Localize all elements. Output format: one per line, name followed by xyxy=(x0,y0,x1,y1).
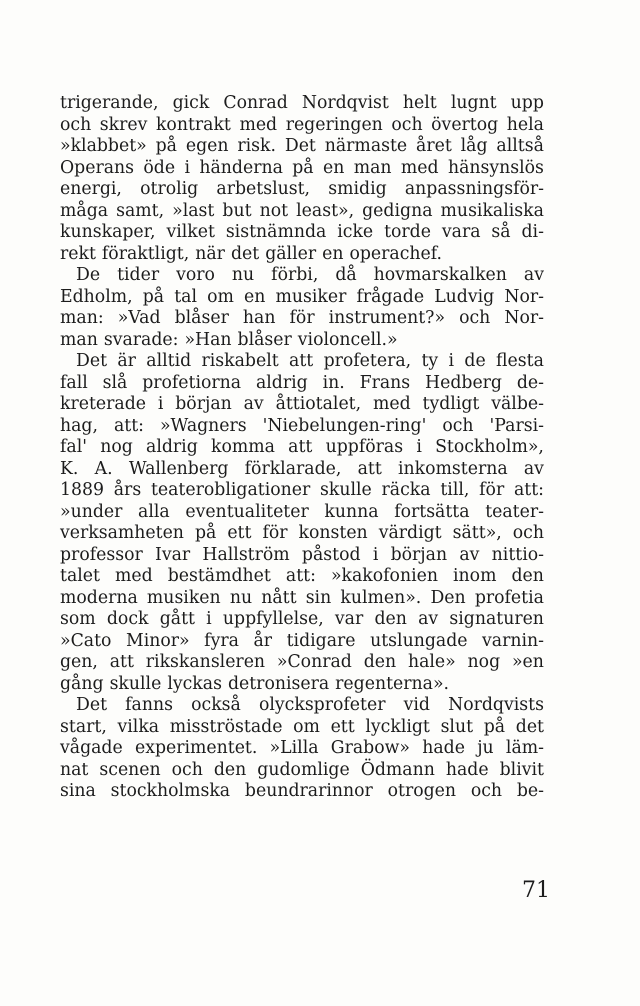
word: Ludvig xyxy=(434,286,495,307)
word: aldrig xyxy=(146,437,198,457)
word: av xyxy=(418,609,439,629)
word: moderna xyxy=(60,587,138,608)
word: nog xyxy=(100,437,133,457)
word: 'Parsi- xyxy=(489,415,544,436)
word: Frans xyxy=(359,372,411,393)
text-line xyxy=(60,459,544,481)
word: be- xyxy=(516,781,544,801)
word: gått xyxy=(159,609,195,629)
word: 'Niebelungen-ring' xyxy=(262,415,427,436)
word: påstod xyxy=(301,544,361,565)
word: svarade: xyxy=(103,329,179,350)
word: nog xyxy=(467,652,501,672)
word: riskabelt xyxy=(201,351,279,371)
word: ett xyxy=(330,716,355,737)
word: han xyxy=(242,308,276,328)
word: år xyxy=(253,630,273,651)
word: samt, xyxy=(116,200,165,221)
word: en xyxy=(322,243,344,264)
word: tidigare xyxy=(286,630,356,651)
word: fall xyxy=(60,372,88,393)
word: en xyxy=(322,157,345,178)
word: instrument?» xyxy=(328,308,446,328)
word: Ödmann xyxy=(360,759,435,780)
word: Conrad xyxy=(223,93,288,113)
word: torde xyxy=(384,222,431,242)
word: misströstade xyxy=(169,716,283,737)
word: att xyxy=(289,351,314,371)
word: alla xyxy=(138,501,170,522)
word: att: xyxy=(513,480,544,500)
word: kreterade xyxy=(60,394,146,414)
word: och xyxy=(470,781,503,801)
word: sina xyxy=(60,781,96,801)
word: Stockholm», xyxy=(435,437,544,457)
word: sin xyxy=(305,587,332,608)
word: på xyxy=(155,136,177,156)
word: musiker xyxy=(275,286,347,307)
word: operachef. xyxy=(349,243,443,264)
word: tider xyxy=(117,265,160,285)
text-line xyxy=(60,652,544,674)
word: var xyxy=(334,609,364,629)
word: också xyxy=(191,695,241,715)
word: nat xyxy=(60,759,89,780)
word: tydligt xyxy=(422,394,480,414)
word: och xyxy=(512,523,544,543)
word: skulle xyxy=(320,480,372,500)
word: inkomsterna xyxy=(398,458,508,479)
word: start, xyxy=(60,716,107,737)
word: vid xyxy=(403,695,430,715)
word: räcka xyxy=(381,480,431,500)
word: års xyxy=(113,480,142,500)
word: man xyxy=(353,157,392,178)
word: på xyxy=(292,157,314,178)
word: är xyxy=(117,351,136,371)
word: ett xyxy=(227,523,252,543)
text-line xyxy=(60,674,544,696)
word: blåser xyxy=(237,329,292,350)
word: slut xyxy=(440,716,474,737)
word: beundrarinnor xyxy=(244,781,373,801)
word: uppfyllelse, xyxy=(222,609,324,629)
word: och xyxy=(391,114,423,135)
word: icke xyxy=(337,222,374,242)
word: att xyxy=(357,458,382,479)
word: närmaste xyxy=(324,136,408,156)
text-line xyxy=(60,523,544,545)
word: vågade xyxy=(60,738,123,758)
word: det xyxy=(230,243,260,264)
word: de xyxy=(464,351,486,371)
word: bestämdhet xyxy=(167,566,271,586)
word: de- xyxy=(516,372,544,393)
text-line xyxy=(60,695,544,717)
word: scenen xyxy=(99,759,161,780)
word: Hallström xyxy=(202,544,290,565)
word: nu xyxy=(231,265,255,285)
word: Edholm, xyxy=(60,286,133,307)
text-line xyxy=(60,566,544,588)
word: förklarade, xyxy=(244,458,342,479)
word: profetera, xyxy=(323,351,412,371)
word: violoncell.» xyxy=(297,329,398,350)
word: di- xyxy=(521,222,544,242)
word: fal' xyxy=(60,437,87,457)
word: fortsätta xyxy=(394,501,470,522)
word: varnin- xyxy=(482,630,544,651)
word: sistnämnda xyxy=(225,222,327,242)
word: och xyxy=(171,759,203,780)
word: gudomlige xyxy=(257,759,350,780)
word: till, xyxy=(440,480,470,500)
word: av xyxy=(459,544,480,565)
word: Wallenberg xyxy=(128,458,229,479)
word: Nor- xyxy=(504,286,544,307)
word: och xyxy=(442,415,474,436)
word: in. xyxy=(322,372,345,393)
word: gen, xyxy=(60,652,98,672)
word: vara xyxy=(441,222,481,242)
text-line xyxy=(60,480,544,502)
word: konsten xyxy=(298,523,368,543)
word: med xyxy=(372,394,411,414)
text-line xyxy=(60,330,544,352)
word: Hedberg xyxy=(425,372,502,393)
word: värdigt xyxy=(378,523,442,543)
word: »last xyxy=(172,200,215,221)
word: skrev xyxy=(99,114,148,135)
word: inom xyxy=(453,566,497,586)
word: av xyxy=(523,265,544,285)
word: med xyxy=(114,566,153,586)
word: utslungade xyxy=(370,630,468,651)
text-line xyxy=(60,244,544,266)
word: voro xyxy=(176,265,215,285)
word: välbe- xyxy=(491,394,544,414)
word: händerna xyxy=(199,157,283,178)
word: »Han xyxy=(184,329,232,350)
word: för xyxy=(479,480,505,500)
word: Minor» xyxy=(126,630,190,651)
text-line xyxy=(60,93,544,115)
word: rikskansleren xyxy=(145,652,266,672)
word: nu xyxy=(229,587,253,608)
word: för xyxy=(289,308,315,328)
word: stockholmska xyxy=(110,781,231,801)
text-line xyxy=(60,738,544,760)
word: »kakofonien xyxy=(330,566,438,586)
word: Operans xyxy=(60,157,135,178)
word: risk. xyxy=(237,136,276,156)
text-line xyxy=(60,781,544,803)
word: hade xyxy=(445,759,489,780)
word: föraktligt, xyxy=(101,243,190,264)
word: hade xyxy=(422,738,465,758)
word: lyckligt xyxy=(365,716,430,737)
word: i xyxy=(184,157,190,178)
word: ty xyxy=(421,351,439,371)
text-line xyxy=(60,502,544,524)
word: den xyxy=(374,609,407,629)
word: på xyxy=(194,523,217,543)
text-line xyxy=(60,717,544,739)
word: helt xyxy=(402,93,437,113)
word: gick xyxy=(172,93,210,113)
word: teaterobligationer xyxy=(150,480,311,500)
word: man xyxy=(60,329,98,350)
word: uppföras xyxy=(325,437,404,457)
word: övertog xyxy=(431,114,499,135)
word: ju xyxy=(477,738,494,758)
word: smidig xyxy=(328,179,387,199)
word: öde xyxy=(143,157,176,178)
page-number: 71 xyxy=(522,878,550,903)
word: lyckas xyxy=(167,673,222,694)
word: för xyxy=(262,523,288,543)
word: om xyxy=(293,716,320,737)
word: olycksprofeter xyxy=(258,695,386,715)
word: verksamheten xyxy=(60,523,184,543)
word: att xyxy=(109,652,134,672)
text-line xyxy=(60,437,544,459)
word: professor xyxy=(60,544,143,565)
word: blivit xyxy=(499,759,544,780)
word: K. xyxy=(60,458,79,479)
text-line xyxy=(60,115,544,137)
word: på xyxy=(142,286,165,307)
word: »Wagners xyxy=(159,415,247,436)
word: profetiorna xyxy=(142,372,242,393)
word: regeringen xyxy=(285,114,383,135)
text-line xyxy=(60,136,544,158)
text-line xyxy=(60,588,544,610)
word: Det xyxy=(284,136,316,156)
word: förbi, xyxy=(271,265,319,285)
word: i xyxy=(416,437,422,457)
word: not xyxy=(259,200,289,221)
word: rekt xyxy=(60,243,96,264)
word: av xyxy=(523,458,544,479)
word: tal xyxy=(174,286,197,307)
word: att xyxy=(288,437,313,457)
word: gedigna xyxy=(362,200,433,221)
word: blåser xyxy=(174,308,229,328)
word: eventualiteter xyxy=(185,501,309,522)
word: den xyxy=(363,652,397,672)
word: som xyxy=(60,609,96,629)
word: nittio- xyxy=(491,544,544,565)
word: trigerande, xyxy=(60,93,159,113)
word: vilket xyxy=(166,222,215,242)
text-line xyxy=(60,308,544,330)
word: fanns xyxy=(125,695,173,715)
word: hag, xyxy=(60,415,98,436)
word: talet xyxy=(60,566,100,586)
word: alltid xyxy=(146,351,192,371)
word: A. xyxy=(94,458,113,479)
text-line xyxy=(60,201,544,223)
word: Grabow» xyxy=(330,738,410,758)
word: måga xyxy=(60,200,109,221)
word: att: xyxy=(285,566,316,586)
word: energi, xyxy=(60,179,122,199)
word: i xyxy=(372,544,379,565)
text-line xyxy=(60,222,544,244)
word: vilka xyxy=(117,716,160,737)
word: but xyxy=(222,200,252,221)
text-line xyxy=(60,609,544,631)
word: profetia xyxy=(474,587,544,608)
word: frågade xyxy=(356,286,425,307)
word: så xyxy=(491,222,511,242)
word: början xyxy=(175,394,232,414)
text-line xyxy=(60,179,544,201)
word: otrolig xyxy=(140,179,199,199)
word: när xyxy=(195,243,225,264)
word: med xyxy=(239,114,278,135)
word: flesta xyxy=(496,351,544,371)
word: De xyxy=(76,265,101,285)
word: experimentet. xyxy=(134,738,258,758)
word: Den xyxy=(430,587,466,608)
word: Ivar xyxy=(155,544,191,565)
word: dock xyxy=(106,609,149,629)
word: att: xyxy=(113,415,144,436)
word: musikaliska xyxy=(440,200,544,221)
word: detronisera xyxy=(227,673,330,694)
word: den xyxy=(213,759,247,780)
word: skulle xyxy=(109,673,162,694)
word: egen xyxy=(185,136,229,156)
word: anpassningsför- xyxy=(404,179,544,199)
word: av xyxy=(243,394,264,414)
text-line xyxy=(60,545,544,567)
word: 1889 xyxy=(60,480,104,500)
word: läm- xyxy=(505,738,544,758)
word: i xyxy=(448,351,455,371)
word: arbetslust, xyxy=(216,179,311,199)
word: »under xyxy=(60,501,123,522)
word: »Cato xyxy=(60,630,112,651)
word: hovmarskalken xyxy=(373,265,507,285)
word: upp xyxy=(510,93,544,113)
word: början xyxy=(390,544,448,565)
word: musiken xyxy=(146,587,221,608)
word: »Conrad xyxy=(276,652,352,672)
word: hänsynslös xyxy=(447,157,544,178)
word: fyra xyxy=(204,630,239,651)
word: kulmen». xyxy=(340,587,422,608)
word: i xyxy=(206,609,212,629)
word: hale» xyxy=(407,652,456,672)
text-line xyxy=(60,265,544,287)
word: sätt», xyxy=(452,523,502,543)
word: då xyxy=(335,265,357,285)
text-line xyxy=(60,416,544,438)
word: alltså xyxy=(496,136,544,156)
word: least», xyxy=(296,200,355,221)
text-line xyxy=(60,158,544,180)
word: Nor- xyxy=(504,308,544,328)
word: låg xyxy=(460,136,488,156)
word: komma xyxy=(211,437,275,457)
text-line xyxy=(60,631,544,653)
word: en xyxy=(244,286,266,307)
word: gäller xyxy=(265,243,317,264)
word: aldrig xyxy=(255,372,308,393)
word: och xyxy=(60,114,92,135)
word: Nordqvists xyxy=(448,695,544,715)
word: Det xyxy=(76,695,108,715)
text-line xyxy=(60,760,544,782)
word: med xyxy=(400,157,439,178)
word: och xyxy=(459,308,491,328)
word: om xyxy=(207,286,234,307)
text-line xyxy=(60,394,544,416)
word: »Vad xyxy=(117,308,161,328)
word: kunna xyxy=(324,501,379,522)
word: otrogen xyxy=(387,781,457,801)
word: Nordqvist xyxy=(301,93,389,113)
word: man: xyxy=(60,308,104,328)
word: lugnt xyxy=(450,93,497,113)
word: regenterna». xyxy=(335,673,450,694)
text-line xyxy=(60,373,544,395)
word: nått xyxy=(261,587,297,608)
text-line xyxy=(60,351,544,373)
word: Det xyxy=(76,351,108,371)
word: året xyxy=(416,136,452,156)
word: på xyxy=(483,716,506,737)
word: det xyxy=(515,716,544,737)
text-line xyxy=(60,287,544,309)
word: i xyxy=(157,394,164,414)
word: åttiotalet, xyxy=(275,394,362,414)
word: »klabbet» xyxy=(60,136,147,156)
word: teater- xyxy=(485,501,544,522)
word: gång xyxy=(60,673,104,694)
word: hela xyxy=(506,114,544,135)
body-text xyxy=(60,93,544,803)
word: kontrakt xyxy=(155,114,231,135)
word: kunskaper, xyxy=(60,222,156,242)
word: slå xyxy=(102,372,128,393)
word: signaturen xyxy=(449,609,544,629)
word: »en xyxy=(511,652,544,672)
word: den xyxy=(511,566,544,586)
word: »Lilla xyxy=(269,738,319,758)
